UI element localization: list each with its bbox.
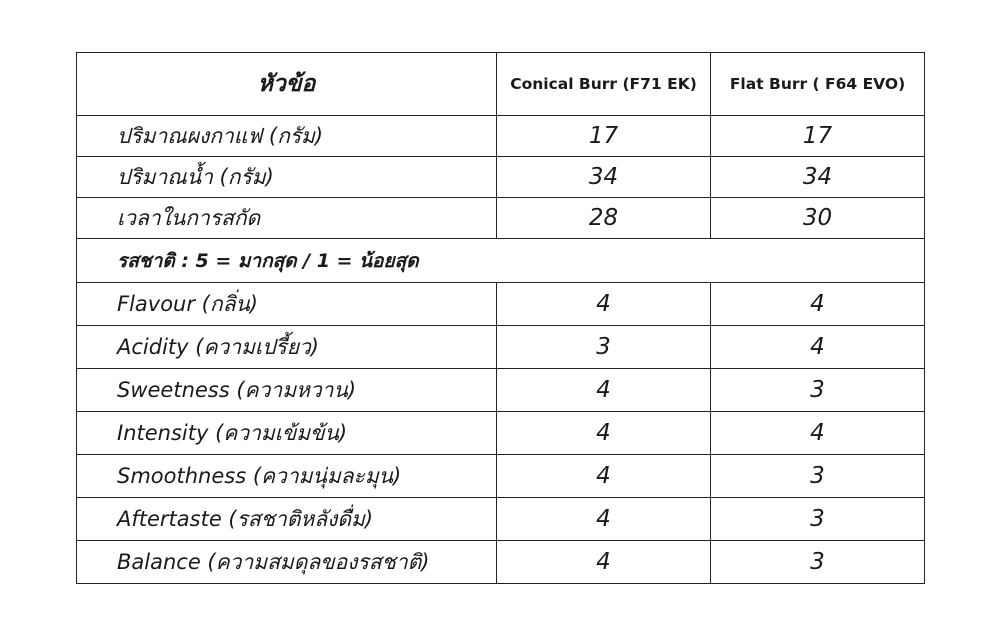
row-label: เวลาในการสกัด [77,198,497,239]
row-label: Intensity (ความเข้มข้น) [77,412,497,455]
table-row-sweetness [77,369,925,412]
table-section-taste [77,239,925,283]
grinder-comparison-table [76,52,925,584]
header-flat-burr: Flat Burr ( F64 EVO) [711,53,925,116]
row-label: Smoothness (ความนุ่มละมุน) [77,455,497,498]
conical-value: 4 [497,283,711,326]
conical-value: 4 [497,455,711,498]
flat-value: 30 [711,198,925,239]
conical-value: 3 [497,326,711,369]
flat-value: 3 [711,369,925,412]
table-row-aftertaste [77,498,925,541]
table-row-balance [77,541,925,584]
table-row-acidity [77,326,925,369]
conical-value: 4 [497,369,711,412]
row-label: Acidity (ความเปรี้ยว) [77,326,497,369]
flat-value: 34 [711,157,925,198]
row-label: ปริมาณผงกาแฟ (กรัม) [77,116,497,157]
table-row-extraction-time [77,198,925,239]
row-label: Flavour (กลิ่น) [77,283,497,326]
conical-value: 4 [497,541,711,584]
table-row-water [77,157,925,198]
section-title: รสชาติ : 5 = มากสุด / 1 = น้อยสุด [77,239,925,283]
table-row-flavour [77,283,925,326]
table-row-smoothness [77,455,925,498]
row-label: ปริมาณน้ำ (กรัม) [77,157,497,198]
table-row-coffee-dose [77,116,925,157]
flat-value: 4 [711,283,925,326]
flat-value: 4 [711,412,925,455]
flat-value: 3 [711,498,925,541]
conical-value: 4 [497,412,711,455]
header-topic: หัวข้อ [77,53,497,116]
row-label: Sweetness (ความหวาน) [77,369,497,412]
conical-value: 28 [497,198,711,239]
conical-value: 17 [497,116,711,157]
conical-value: 34 [497,157,711,198]
row-label: Aftertaste (รสชาติหลังดื่ม) [77,498,497,541]
row-label: Balance (ความสมดุลของรสชาติ) [77,541,497,584]
flat-value: 3 [711,541,925,584]
flat-value: 17 [711,116,925,157]
flat-value: 4 [711,326,925,369]
table-header-row [77,53,925,116]
conical-value: 4 [497,498,711,541]
header-conical-burr: Conical Burr (F71 EK) [497,53,711,116]
table-row-intensity [77,412,925,455]
flat-value: 3 [711,455,925,498]
comparison-table-wrapper [76,52,924,584]
